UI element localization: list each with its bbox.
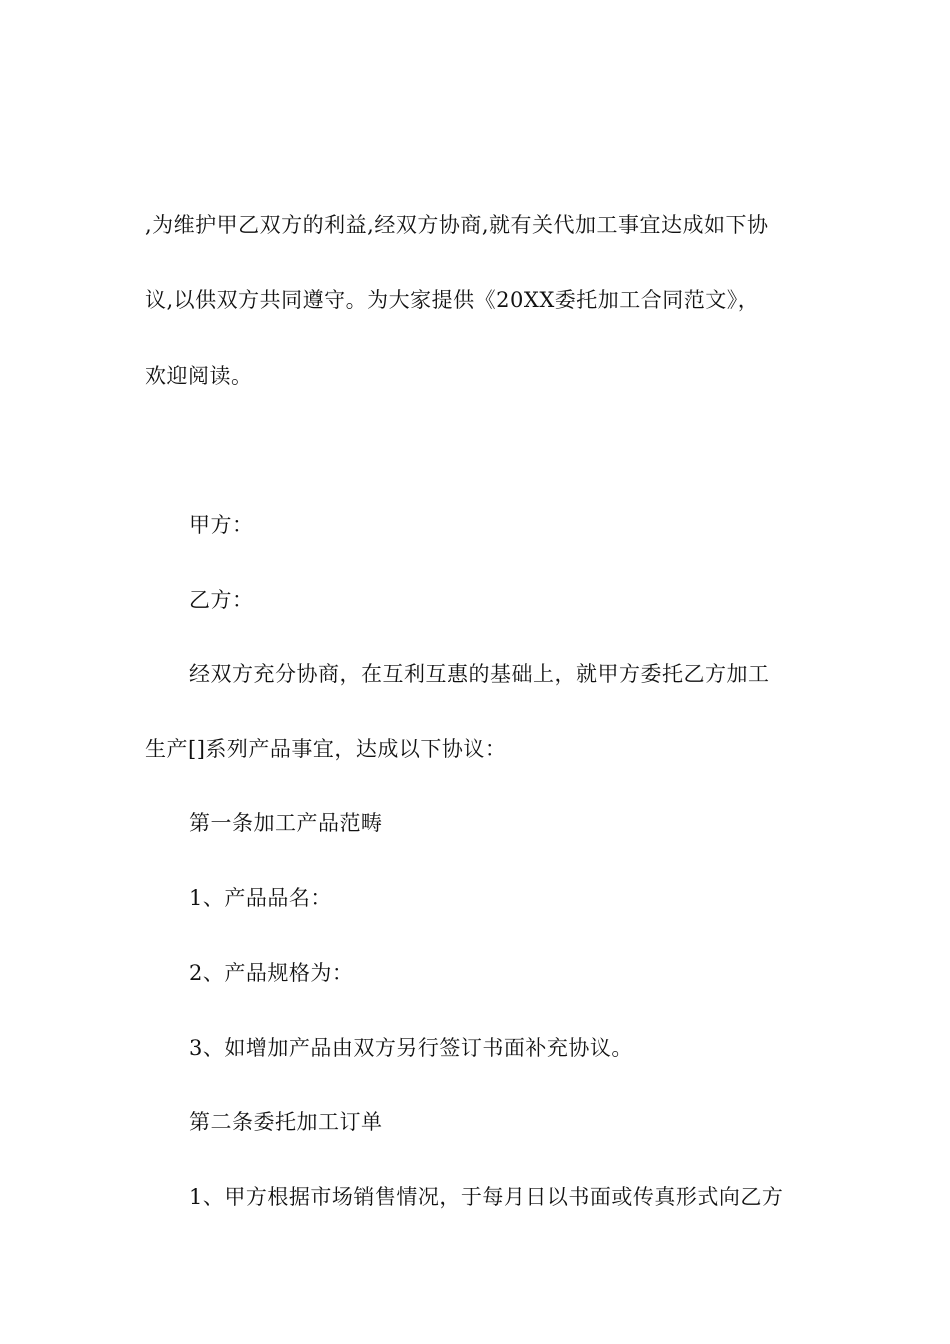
- article-1-item-3: 3、如增加产品由双方另行签订书面补充协议。: [189, 1036, 633, 1060]
- article-2-title: 第二条委托加工订单: [189, 1110, 383, 1134]
- intro-line-1: ,为维护甲乙双方的利益,经双方协商,就有关代加工事宜达成如下协: [145, 213, 769, 237]
- article-2-item-1: 1、甲方根据市场销售情况，于每月日以书面或传真形式向乙方: [189, 1185, 784, 1209]
- preamble-line-2: 生产[]系列产品事宜，达成以下协议：: [145, 737, 507, 761]
- party-b-label: 乙方：: [189, 588, 254, 612]
- article-1-item-1: 1、产品品名：: [189, 886, 332, 910]
- article-1-title: 第一条加工产品范畴: [189, 811, 383, 835]
- intro-line-2: 议,以供双方共同遵守。为大家提供《20XX委托加工合同范文》，: [145, 288, 760, 312]
- preamble-line-1: 经双方充分协商，在互利互惠的基础上，就甲方委托乙方加工: [189, 662, 770, 686]
- party-a-label: 甲方：: [189, 513, 254, 537]
- intro-line-3: 欢迎阅读。: [145, 364, 253, 388]
- article-1-item-2: 2、产品规格为：: [189, 961, 354, 985]
